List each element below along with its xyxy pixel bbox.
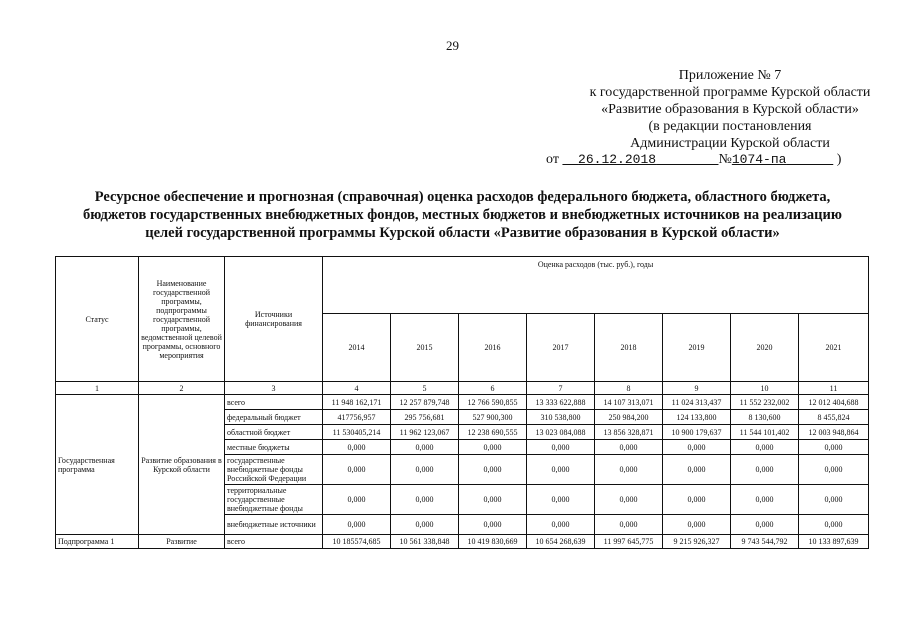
value-cell: 13 856 328,871 [595,425,663,440]
value-cell: 10 900 179,637 [663,425,731,440]
col-number: 11 [799,382,869,395]
value-cell: 0,000 [595,485,663,515]
value-cell: 11 544 101,402 [731,425,799,440]
value-cell: 0,000 [595,515,663,535]
year-header: 2016 [459,314,527,382]
col-number: 6 [459,382,527,395]
value-cell: 0,000 [459,440,527,455]
table-row [56,535,869,549]
value-cell: 13 333 622,888 [527,395,595,410]
value-cell: 0,000 [459,485,527,515]
value-cell: 11 962 123,067 [391,425,459,440]
col-number: 10 [731,382,799,395]
source-cell: внебюджетные источники [225,515,323,535]
value-cell: 0,000 [663,455,731,485]
year-header: 2017 [527,314,595,382]
value-cell: 0,000 [731,440,799,455]
value-cell: 0,000 [391,515,459,535]
source-cell: местные бюджеты [225,440,323,455]
col-number: 8 [595,382,663,395]
source-cell: государственные внебюджетные фонды Российской Федерации [225,455,323,485]
decree-date: 26.12.2018 [578,152,657,167]
program-name-cell: Развитие [139,535,225,549]
status-cell: Подпрограмма 1 [56,535,139,549]
appendix-line: Приложение № 7 [678,68,782,83]
value-cell: 0,000 [799,440,869,455]
value-cell: 14 107 313,071 [595,395,663,410]
appendix-line: Администрации Курской области [630,136,830,151]
year-header: 2021 [799,314,869,382]
table-row [56,395,869,410]
value-cell: 10 654 268,639 [527,535,595,549]
value-cell: 0,000 [323,485,391,515]
value-cell: 0,000 [323,455,391,485]
date-prefix: от [546,152,559,167]
value-cell: 0,000 [391,455,459,485]
value-cell: 11 024 313,437 [663,395,731,410]
value-cell: 0,000 [459,515,527,535]
title-line: целей государственной программы Курской области «Развитие образования в Курской области» [145,225,780,241]
value-cell: 9 743 544,792 [731,535,799,549]
value-cell: 12 012 404,688 [799,395,869,410]
col-number: 4 [323,382,391,395]
value-cell: 12 003 948,864 [799,425,869,440]
value-cell: 0,000 [323,440,391,455]
value-cell: 124 133,800 [663,410,731,425]
value-cell: 10 419 830,669 [459,535,527,549]
number-prefix: № [718,152,732,167]
value-cell: 9 215 926,327 [663,535,731,549]
page-number: 29 [446,38,459,53]
header-estimate: Оценка расходов (тыс. руб.), годы [323,257,869,314]
source-cell: территориальные государственные внебюджетные фонды [225,485,323,515]
value-cell: 0,000 [663,440,731,455]
value-cell: 0,000 [663,485,731,515]
year-header: 2014 [323,314,391,382]
header-name: Наименование государственной программы, подпрограммы государственной программы, ведомственной целевой программы, основного мероприятия [139,257,225,382]
value-cell: 417756,957 [323,410,391,425]
value-cell: 10 561 338,848 [391,535,459,549]
year-header: 2018 [595,314,663,382]
value-cell: 310 538,800 [527,410,595,425]
appendix-block [520,67,905,152]
value-cell: 0,000 [391,485,459,515]
value-cell: 13 023 084,088 [527,425,595,440]
value-cell: 0,000 [595,440,663,455]
value-cell: 11 997 645,775 [595,535,663,549]
value-cell: 12 257 879,748 [391,395,459,410]
value-cell: 0,000 [527,485,595,515]
decree-number: 1074-па [731,152,787,167]
value-cell: 8 130,600 [731,410,799,425]
appendix-line: к государственной программе Курской области [589,85,871,100]
value-cell: 10 185574,685 [323,535,391,549]
source-cell: всего [225,395,323,410]
value-cell: 8 455,824 [799,410,869,425]
value-cell: 0,000 [527,455,595,485]
value-cell: 0,000 [527,515,595,535]
value-cell: 11 948 162,171 [323,395,391,410]
header-status: Статус [56,257,139,382]
value-cell: 11 552 232,002 [731,395,799,410]
value-cell: 295 756,681 [391,410,459,425]
value-cell: 0,000 [663,515,731,535]
document-title [40,188,885,242]
value-cell: 10 133 897,639 [799,535,869,549]
col-number: 7 [527,382,595,395]
value-cell: 0,000 [459,455,527,485]
value-cell: 12 238 690,555 [459,425,527,440]
value-cell: 11 530405,214 [323,425,391,440]
value-cell: 0,000 [527,440,595,455]
status-cell: Государственная программа [56,395,139,535]
value-cell: 0,000 [799,455,869,485]
col-number: 2 [139,382,225,395]
title-line: Ресурсное обеспечение и прогнозная (справочная) оценка расходов федерального бюджета, областного бюджета, [94,189,831,205]
header-source: Источники финансирования [225,257,323,382]
year-header: 2015 [391,314,459,382]
value-cell: 12 766 590,855 [459,395,527,410]
value-cell: 0,000 [799,515,869,535]
appendix-line: «Развитие образования в Курской области» [601,102,859,117]
value-cell: 0,000 [799,485,869,515]
value-cell: 0,000 [595,455,663,485]
col-number: 1 [56,382,139,395]
program-name-cell: Развитие образования в Курской области [139,395,225,535]
closing-paren: ) [836,152,842,167]
col-number: 9 [663,382,731,395]
year-header: 2020 [731,314,799,382]
source-cell: федеральный бюджет [225,410,323,425]
year-header: 2019 [663,314,731,382]
value-cell: 0,000 [731,485,799,515]
col-number: 5 [391,382,459,395]
value-cell: 0,000 [731,515,799,535]
value-cell: 0,000 [391,440,459,455]
decree-date-line [546,152,841,168]
source-cell: всего [225,535,323,549]
resource-table [55,256,869,549]
col-number: 3 [225,382,323,395]
value-cell: 250 984,200 [595,410,663,425]
value-cell: 0,000 [731,455,799,485]
value-cell: 0,000 [323,515,391,535]
source-cell: областной бюджет [225,425,323,440]
appendix-line: (в редакции постановления [648,119,812,134]
title-line: бюджетов государственных внебюджетных фондов, местных бюджетов и внебюджетных источников на реализацию [83,207,842,223]
value-cell: 527 900,300 [459,410,527,425]
